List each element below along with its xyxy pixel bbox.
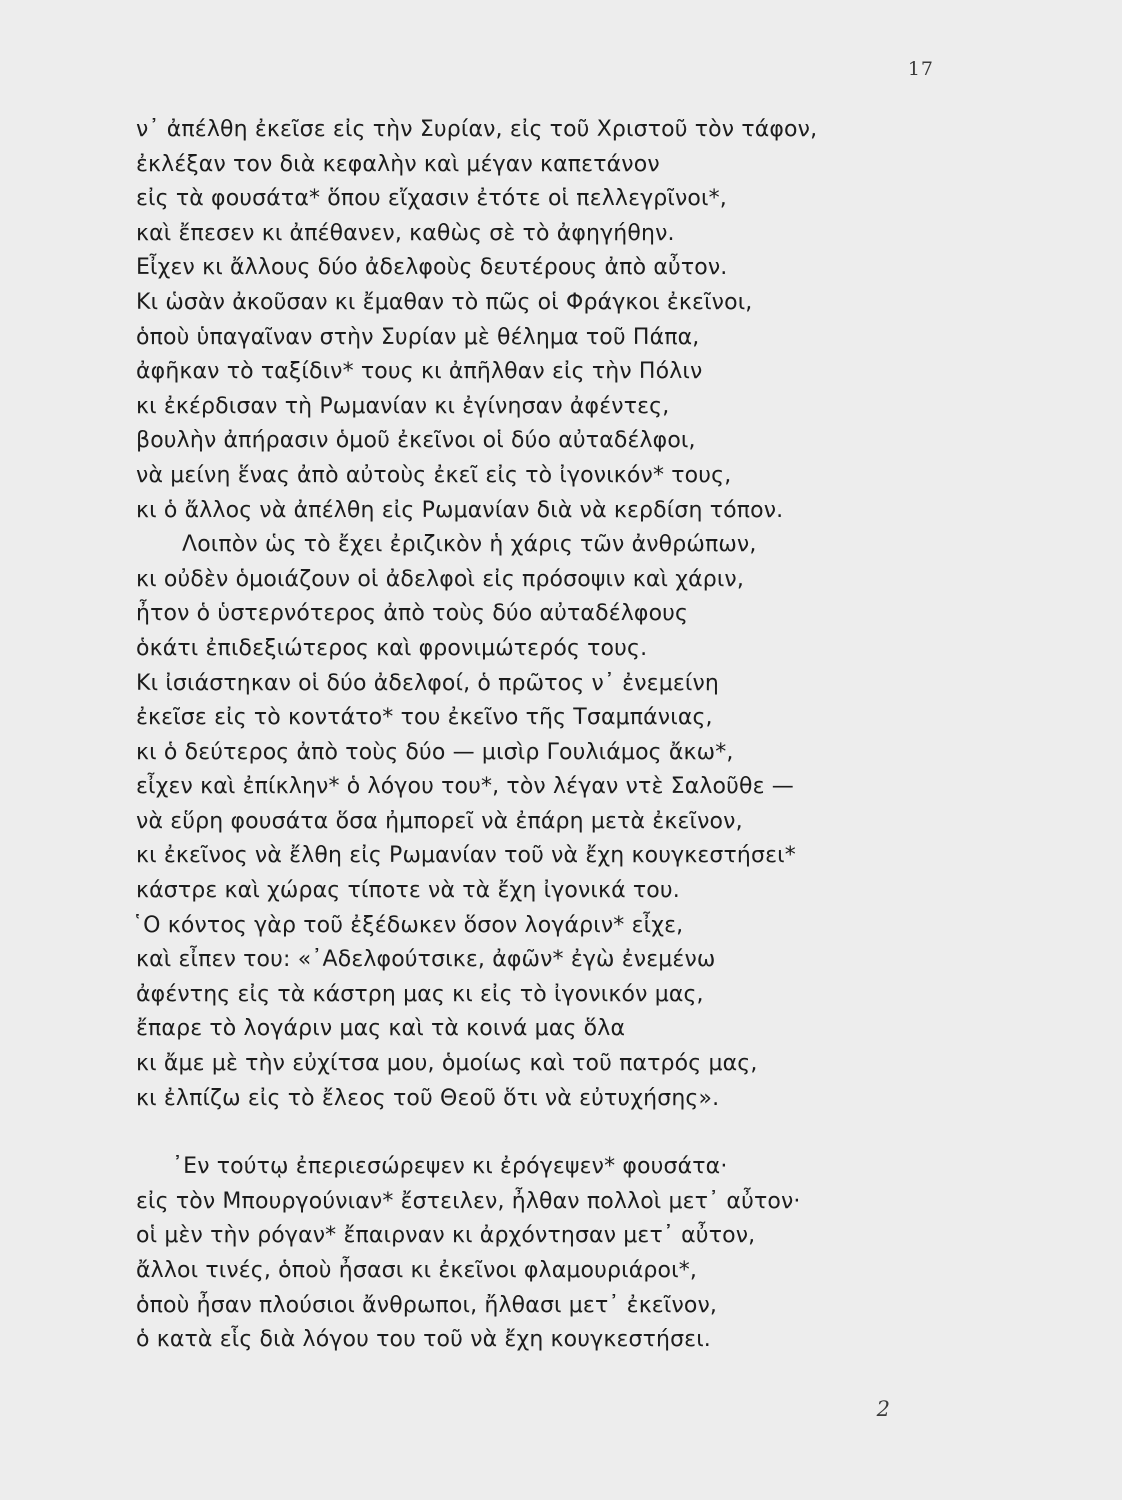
page-number: 17 [907,58,934,80]
verse-line: κι ὁ δεύτερος ἀπὸ τοὺς δύο — μισὶρ Γουλιάμος ἄκω*, [136,739,734,765]
verse-line: ἔπαρε τὸ λογάριν μας καὶ τὰ κοινά μας ὅλα [136,1016,626,1042]
stanza-2 [136,1150,1016,1358]
verse-line: καὶ ἔπεσεν κι ἀπέθανεν, καθὼς σὲ τὸ ἀφηγήθην. [136,220,675,246]
verse-line: ἐκεῖσε εἰς τὸ κοντάτο* του ἐκεῖνο τῆς Τσαμπάνιας, [136,705,713,731]
verse-line: ἀφέντης εἰς τὰ κάστρη μας κι εἰς τὸ ἰγονικόν μας, [136,981,704,1007]
verse-line: κι ἐκέρδισαν τὴ Ρωμανίαν κι ἐγίνησαν ἀφέντες, [136,393,670,419]
verse-line: ῾Ο κόντος γὰρ τοῦ ἐξέδωκεν ὅσον λογάριν* εἶχε, [132,912,684,938]
verse-line: Κι ὡσὰν ἀκοῦσαν κι ἔμαθαν τὸ πῶς οἱ Φράγκοι ἐκεῖνοι, [136,289,753,315]
verse-line: ἦτον ὁ ὑστερνότερος ἀπὸ τοὺς δύο αὐταδέλφους [136,601,689,627]
verse-line: ὁ κατὰ εἷς διὰ λόγου του τοῦ νὰ ἔχη κουγκεστήσει. [136,1327,711,1353]
verse-line: κι οὐδὲν ὁμοιάζουν οἱ ἀδελφοὶ εἰς πρόσοψιν καὶ χάριν, [136,566,745,592]
verse-line-indented: ᾿Εν τούτῳ ἐπεριεσώρεψεν κι ἐρόγεψεν* φουσάτα· [172,1154,728,1180]
verse-line: κι ἐλπίζω εἰς τὸ ἔλεος τοῦ Θεοῦ ὅτι νὰ εὐτυχήσης». [136,1085,720,1111]
stanza-1 [132,113,1016,1116]
verse-line: καὶ εἶπεν του: «᾿Αδελφούτσικε, ἀφῶν* ἐγὼ ἐνεμένω [136,947,716,973]
verse-line: κάστρε καὶ χώρας τίποτε νὰ τὰ ἔχη ἰγονικά του. [136,878,680,904]
verse-line: ὁκάτι ἐπιδεξιώτερος καὶ φρονιμώτερός τους. [136,635,648,661]
verse-line: νὰ μείνη ἕνας ἀπὸ αὐτοὺς ἐκεῖ εἰς τὸ ἰγονικόν* τους, [136,462,732,488]
verse-line: νὰ εὕρη φουσάτα ὅσα ἠμπορεῖ νὰ ἐπάρη μετὰ ἐκεῖνον, [136,808,743,834]
poem-text [132,113,1016,1358]
verse-line: εἰς τὰ φουσάτα* ὅπου εἴχασιν ἐτότε οἱ πελλεγρῖνοι*, [136,186,727,212]
verse-line: οἱ μὲν τὴν ρόγαν* ἔπαιρναν κι ἀρχόντησαν μετ᾿ αὖτον, [136,1223,756,1249]
verse-line: Κι ἰσιάστηκαν οἱ δύο ἀδελφοί, ὁ πρῶτος ν᾿ ἐνεμείνη [136,670,720,696]
verse-line: ὁποὺ ὑπαγαῖναν στὴν Συρίαν μὲ θέλημα τοῦ Πάπα, [136,324,700,350]
verse-line: κι ἐκεῖνος νὰ ἔλθη εἰς Ρωμανίαν τοῦ νὰ ἔχη κουγκεστήσει* [136,843,796,869]
verse-line: κι ἄμε μὲ τὴν εὐχίτσα μου, ὁμοίως καὶ τοῦ πατρός μας, [136,1051,758,1077]
verse-line: ἄλλοι τινές, ὁποὺ ἦσασι κι ἐκεῖνοι φλαμουριάροι*, [136,1258,697,1283]
verse-line: ἐκλέξαν τον διὰ κεφαλὴν καὶ μέγαν καπετάνον [136,151,660,177]
verse-line: ἀφῆκαν τὸ ταξίδιν* τους κι ἀπῆλθαν εἰς τὴν Πόλιν [136,359,703,385]
verse-line: βουλὴν ἀπήρασιν ὁμοῦ ἐκεῖνοι οἱ δύο αὐταδέλφοι, [136,428,696,454]
verse-line: εἶχεν καὶ ἐπίκλην* ὁ λόγου του*, τὸν λέγαν ντὲ Σαλοῦθε — [136,774,794,800]
verse-line: Εἶχεν κι ἄλλους δύο ἀδελφοὺς δευτέρους ἀπὸ αὖτον. [136,255,728,281]
verse-line: κι ὁ ἄλλος νὰ ἀπέλθη εἰς Ρωμανίαν διὰ νὰ κερδίση τόπον. [136,497,784,523]
verse-line: ν᾿ ἀπέλθη ἐκεῖσε εἰς τὴν Συρίαν, εἰς τοῦ Χριστοῦ τὸν τάφον, [136,117,818,142]
verse-line-indented: Λοιπὸν ὡς τὸ ἔχει ἐριζικὸν ἡ χάρις τῶν ἀνθρώπων, [182,532,757,558]
signature-mark: 2 [876,1397,890,1421]
verse-line: εἰς τὸν Μπουργούνιαν* ἔστειλεν, ἦλθαν πολλοὶ μετ᾿ αὖτον· [136,1188,801,1214]
verse-line: ὁποὺ ἦσαν πλούσιοι ἄνθρωποι, ἤλθασι μετ᾿ ἐκεῖνον, [136,1292,718,1318]
